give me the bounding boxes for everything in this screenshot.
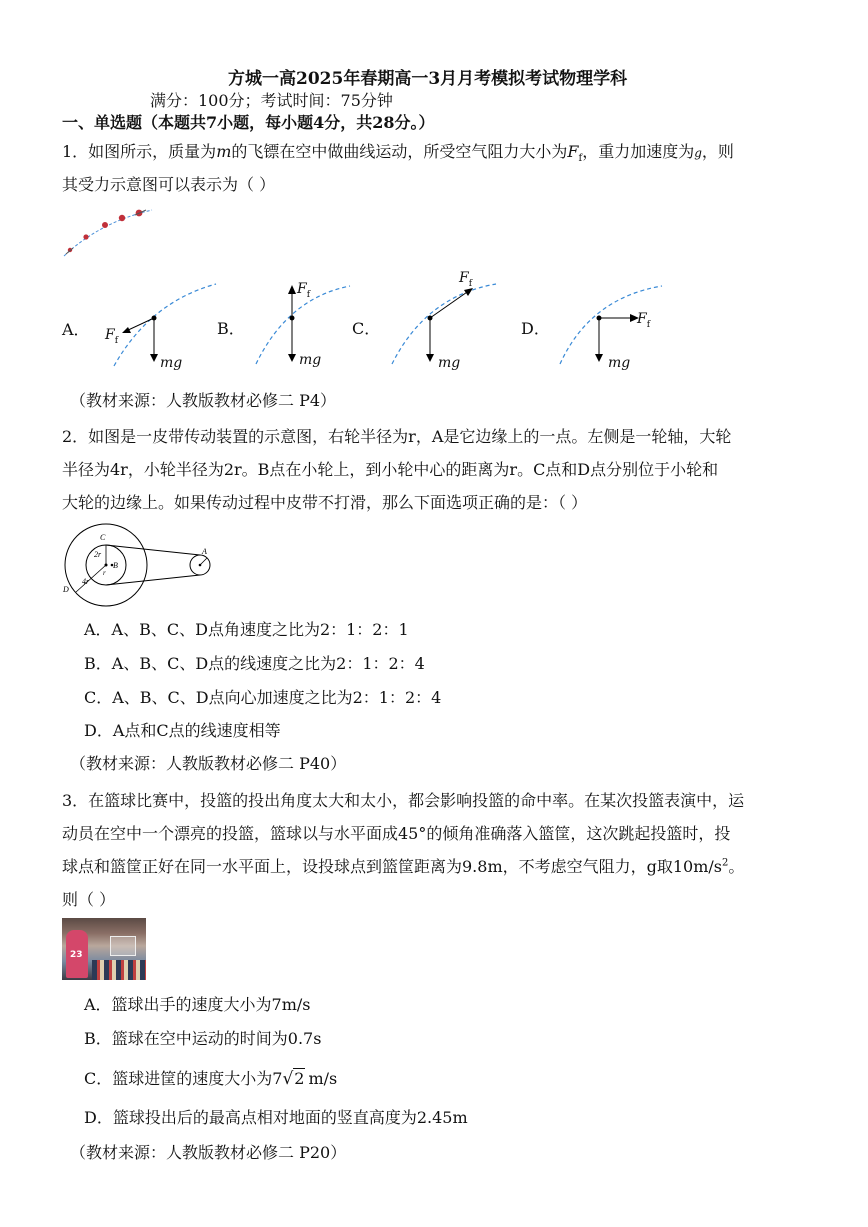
label-a: A: [202, 547, 207, 556]
q3-stem-line1: 3．在篮球比赛中，投篮的投出角度太大和太小，都会影响投篮的命中率。在某次投篮表演中，运: [62, 791, 745, 810]
q2-option-a[interactable]: A．A、B、C、D点角速度之比为2：1：2：1: [84, 620, 409, 639]
q1-b-force-label: $F_f$: [297, 281, 311, 300]
q2-stem-line3: 大轮的边缘上。如果传动过程中皮带不打滑，那么下面选项正确的是：（ ）: [62, 493, 588, 512]
q3-option-a[interactable]: A．篮球出手的速度大小为7m/s: [84, 995, 311, 1014]
q3-option-c-radicand: 2: [294, 1069, 305, 1088]
q2-source: （教材来源：人教版教材必修二 P40）: [70, 754, 347, 773]
q1-option-d-letter: D．: [521, 319, 550, 338]
exam-info: 满分：100分；考试时间：75分钟: [150, 91, 393, 110]
q3-option-b[interactable]: B．篮球在空中运动的时间为0.7s: [84, 1029, 322, 1048]
label-b: B: [113, 561, 118, 570]
q1-d-gravity-label: mg: [608, 355, 631, 371]
q1-source: （教材来源：人教版教材必修二 P4）: [70, 391, 337, 410]
basket-hoop: [110, 936, 136, 956]
label-d: D: [63, 585, 69, 594]
q3-option-c-text: C．篮球进筐的速度大小为7: [84, 1069, 283, 1088]
q3-stem-line2: 动员在空中一个漂亮的投篮，篮球以与水平面成45°的倾角准确落入篮筐，这次跳起投篮时，投: [62, 824, 731, 843]
q1-text-c: ，重力加速度为: [582, 142, 695, 161]
q3-stem-line3-sup: 2: [722, 857, 729, 869]
q3-stem-line4: 则（ ）: [62, 890, 116, 909]
sqrt-symbol: √: [282, 1069, 294, 1089]
q3-source: （教材来源：人教版教材必修二 P20）: [70, 1143, 347, 1162]
q1-mass-symbol: m: [216, 142, 232, 161]
q1-g-symbol: g: [694, 146, 702, 160]
label-r: r: [103, 569, 106, 577]
q1-a-force-label: $F_f$: [105, 327, 119, 346]
page-title: 方城一高2025年春期高一3月月考模拟考试物理学科: [228, 69, 628, 89]
q1-text-d: ，则: [701, 142, 734, 161]
q2-option-b[interactable]: B．A、B、C、D点的线速度之比为2：1：2：4: [84, 654, 425, 673]
q1-option-c-letter: C．: [352, 319, 381, 338]
q1-ff-sub: f: [578, 153, 583, 165]
q3-stem-line3-end: 。: [728, 857, 745, 876]
q3-stem-line3: [62, 854, 744, 877]
q1-option-b-letter: B．: [217, 319, 245, 338]
basketball-photo: [62, 918, 146, 980]
q1-option-a-letter: A．: [62, 320, 90, 339]
q1-stem-line2: 其受力示意图可以表示为（ ）: [62, 175, 276, 194]
label-4r: 4r: [82, 577, 90, 586]
q3-stem-line3-text: 球点和篮筐正好在同一水平面上，设投球点到篮筐距离为9.8m，不考虑空气阻力，g取10m/s: [62, 857, 722, 876]
label-c: C: [100, 533, 106, 542]
q2-option-d[interactable]: D．A点和C点的线速度相等: [84, 721, 281, 740]
q3-option-d[interactable]: D．篮球投出后的最高点相对地面的竖直高度为2.45m: [84, 1108, 468, 1127]
section-heading: 一、单选题（本题共7小题，每小题4分，共28分。）: [62, 113, 435, 132]
q3-option-c-unit: m/s: [308, 1069, 338, 1088]
q2-stem-line1: 2．如图是一皮带传动装置的示意图，右轮半径为r，A是它边缘上的一点。左侧是一轮轴，大轮: [62, 427, 732, 446]
belt-drive-figure: [60, 520, 220, 612]
q1-d-force-label: $F_f$: [637, 311, 651, 330]
q1-stem-line1: [62, 139, 734, 164]
q1-c-force-label: $F_f$: [459, 270, 473, 289]
q1-c-gravity-label: mg: [438, 355, 461, 371]
q1-b-gravity-label: mg: [299, 352, 322, 368]
q1-text-b: 的飞镖在空中做曲线运动，所受空气阻力大小为: [231, 142, 568, 161]
crowd-background: [92, 960, 146, 980]
q1-a-gravity-label: mg: [160, 355, 183, 371]
q3-option-c[interactable]: [84, 1066, 337, 1089]
player-number: 23: [70, 950, 83, 960]
q2-stem-line2: 半径为4r，小轮半径为2r。B点在小轮上，到小轮中心的距离为r。C点和D点分别位于小轮和: [62, 460, 719, 479]
q2-option-c[interactable]: C．A、B、C、D点向心加速度之比为2：1：2：4: [84, 688, 442, 707]
q1-text-a: 1．如图所示，质量为: [62, 142, 217, 161]
q1-ff-symbol: F: [567, 142, 579, 161]
dart-trajectory-figure: [60, 204, 160, 264]
label-2r: 2r: [94, 550, 102, 559]
